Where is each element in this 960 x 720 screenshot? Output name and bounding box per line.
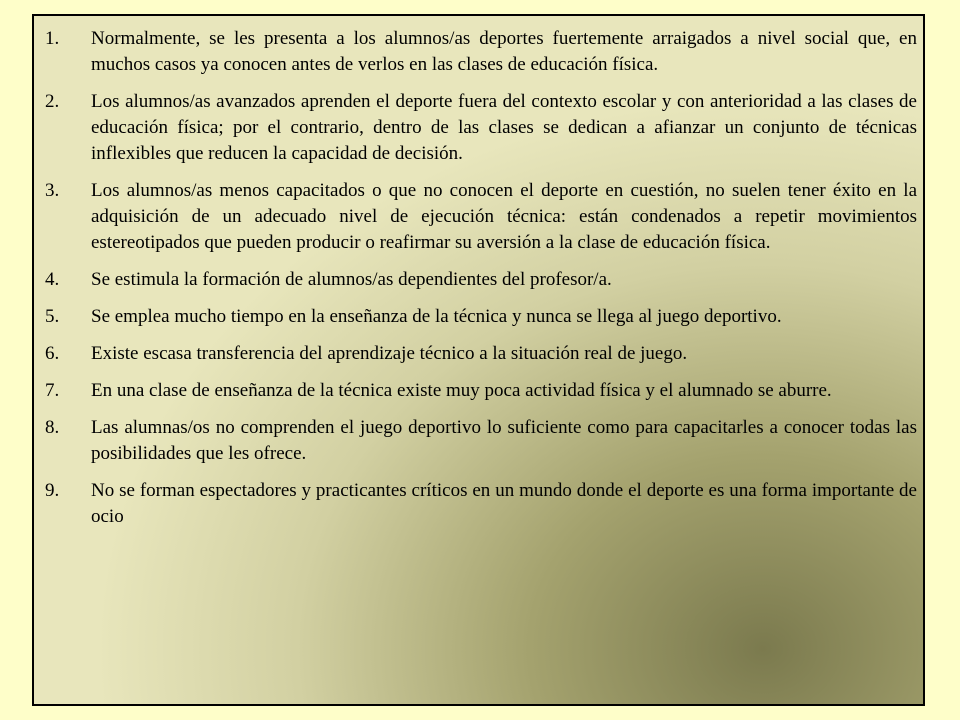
list-item <box>34 26 923 78</box>
list-item <box>34 267 923 293</box>
item-text: Existe escasa transferencia del aprendizaje técnico a la situación real de juego. <box>91 343 688 364</box>
list-item <box>34 478 923 530</box>
item-text: En una clase de enseñanza de la técnica existe muy poca actividad física y el alumnado se aburre. <box>91 380 832 401</box>
item-text: Normalmente, se les presenta a los alumnos/as deportes fuertemente arraigados a nivel social que, en muchos casos ya conocen antes de verlos en las clases de educación física. <box>91 28 917 75</box>
item-number: 7. <box>45 380 60 401</box>
item-text: Las alumnas/os no comprenden el juego deportivo lo suficiente como para capacitarles a conocer todas las posibilidades que les ofrece. <box>91 417 917 464</box>
item-number: 5. <box>45 306 60 327</box>
item-text: Los alumnos/as menos capacitados o que no conocen el deporte en cuestión, no suelen tener éxito en la adquisición de un adecuado nivel de ejecución técnica: están condenados a repetir movimientos estereotipados que pueden producir o reafirmar su aversión a la clase de educación física. <box>91 180 917 253</box>
list-item <box>34 178 923 256</box>
slide-frame <box>32 14 925 706</box>
numbered-list <box>34 26 923 541</box>
item-number: 2. <box>45 91 60 112</box>
item-number: 9. <box>45 480 60 501</box>
item-text: Se estimula la formación de alumnos/as dependientes del profesor/a. <box>91 269 612 290</box>
item-number: 1. <box>45 28 60 49</box>
item-number: 8. <box>45 417 60 438</box>
item-number: 6. <box>45 343 60 364</box>
list-item <box>34 341 923 367</box>
item-text: Los alumnos/as avanzados aprenden el deporte fuera del contexto escolar y con anterioridad a las clases de educación física; por el contrario, dentro de las clases se dedican a afianzar un conjunto de técnicas inflexibles que reducen la capacidad de decisión. <box>91 91 917 164</box>
list-item <box>34 89 923 167</box>
list-item <box>34 378 923 404</box>
item-number: 3. <box>45 180 60 201</box>
item-number: 4. <box>45 269 60 290</box>
item-text: Se emplea mucho tiempo en la enseñanza de la técnica y nunca se llega al juego deportivo. <box>91 306 782 327</box>
list-item <box>34 415 923 467</box>
item-text: No se forman espectadores y practicantes críticos en un mundo donde el deporte es una forma importante de ocio <box>91 480 917 527</box>
list-item <box>34 304 923 330</box>
